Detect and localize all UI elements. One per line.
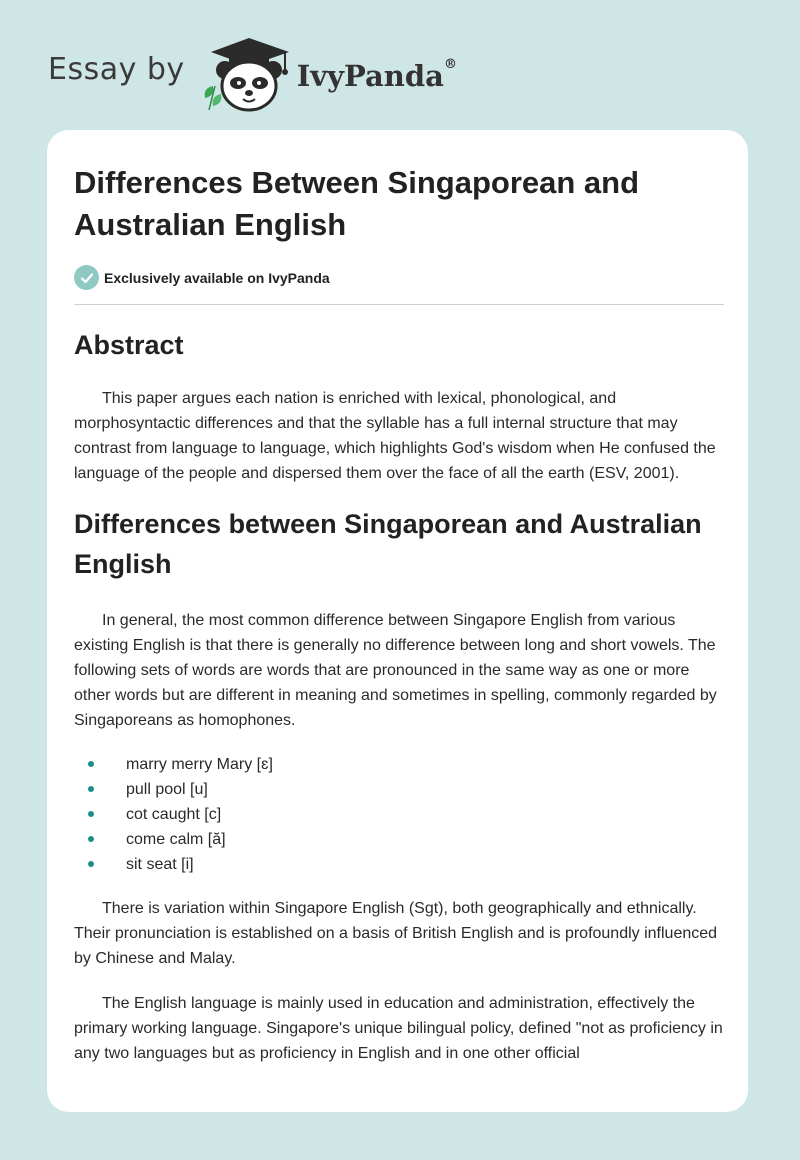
essay-by-label: Essay by <box>48 51 185 87</box>
panda-graduation-cap-icon[interactable] <box>201 36 293 112</box>
bullet-icon <box>88 861 94 867</box>
list-item-text: sit seat [i] <box>126 856 194 873</box>
paragraph-1: In general, the most common difference between Singapore English from various existing English is that there is generally no difference between long and short vowels. The following sets of words are words that are pronounced in the same way as one or more other words but are different in meaning and sometimes in spelling, commonly regarded by Singaporeans as homophones. <box>74 612 717 729</box>
exclusive-label: Exclusively available on IvyPanda <box>104 269 330 286</box>
abstract-heading: Abstract <box>74 330 184 360</box>
check-icon <box>74 265 99 290</box>
list-item-text: cot caught [c] <box>126 806 222 823</box>
list-item-text: marry merry Mary [ɛ] <box>126 756 273 773</box>
bullet-icon <box>88 836 94 842</box>
brand-label: IvyPanda <box>296 59 444 93</box>
list-item <box>74 827 724 852</box>
essay-card <box>47 130 748 1112</box>
list-item <box>74 852 724 877</box>
list-item-text: come calm [ă] <box>126 831 226 848</box>
bullet-icon <box>88 786 94 792</box>
list-item <box>74 752 724 777</box>
essay-content <box>74 162 724 1066</box>
exclusive-badge <box>74 265 724 290</box>
abstract-text: This paper argues each nation is enriched with lexical, phonological, and morphosyntactic differences and that the syllable has a full internal structure that may contrast from language to language, which highlights God's wisdom when He confused the language of the people and dispersed them over the face of all the earth (ESV, 2001). <box>74 390 716 482</box>
list-item-text: pull pool [u] <box>126 781 208 798</box>
section-heading: Differences between Singaporean and Australian English <box>74 509 702 579</box>
divider <box>74 304 724 305</box>
site-header <box>48 34 457 114</box>
essay-title: Differences Between Singaporean and Australian English <box>74 165 640 242</box>
bullet-icon <box>88 761 94 767</box>
list-item <box>74 777 724 802</box>
paragraph-2: There is variation within Singapore English (Sgt), both geographically and ethnically. Their pronunciation is established on a basis of British English and is profoundly influenced by Chinese and Malay. <box>74 900 718 967</box>
bullet-icon <box>88 811 94 817</box>
list-item <box>74 802 724 827</box>
registered-mark: ® <box>443 57 457 72</box>
homophone-list <box>74 752 724 877</box>
paragraph-3: The English language is mainly used in education and administration, effectively the primary working language. Singapore's unique bilingual policy, defined "not as proficiency in any two languages but as proficiency in English and in one other official <box>74 995 723 1062</box>
brand-name[interactable] <box>297 59 457 93</box>
